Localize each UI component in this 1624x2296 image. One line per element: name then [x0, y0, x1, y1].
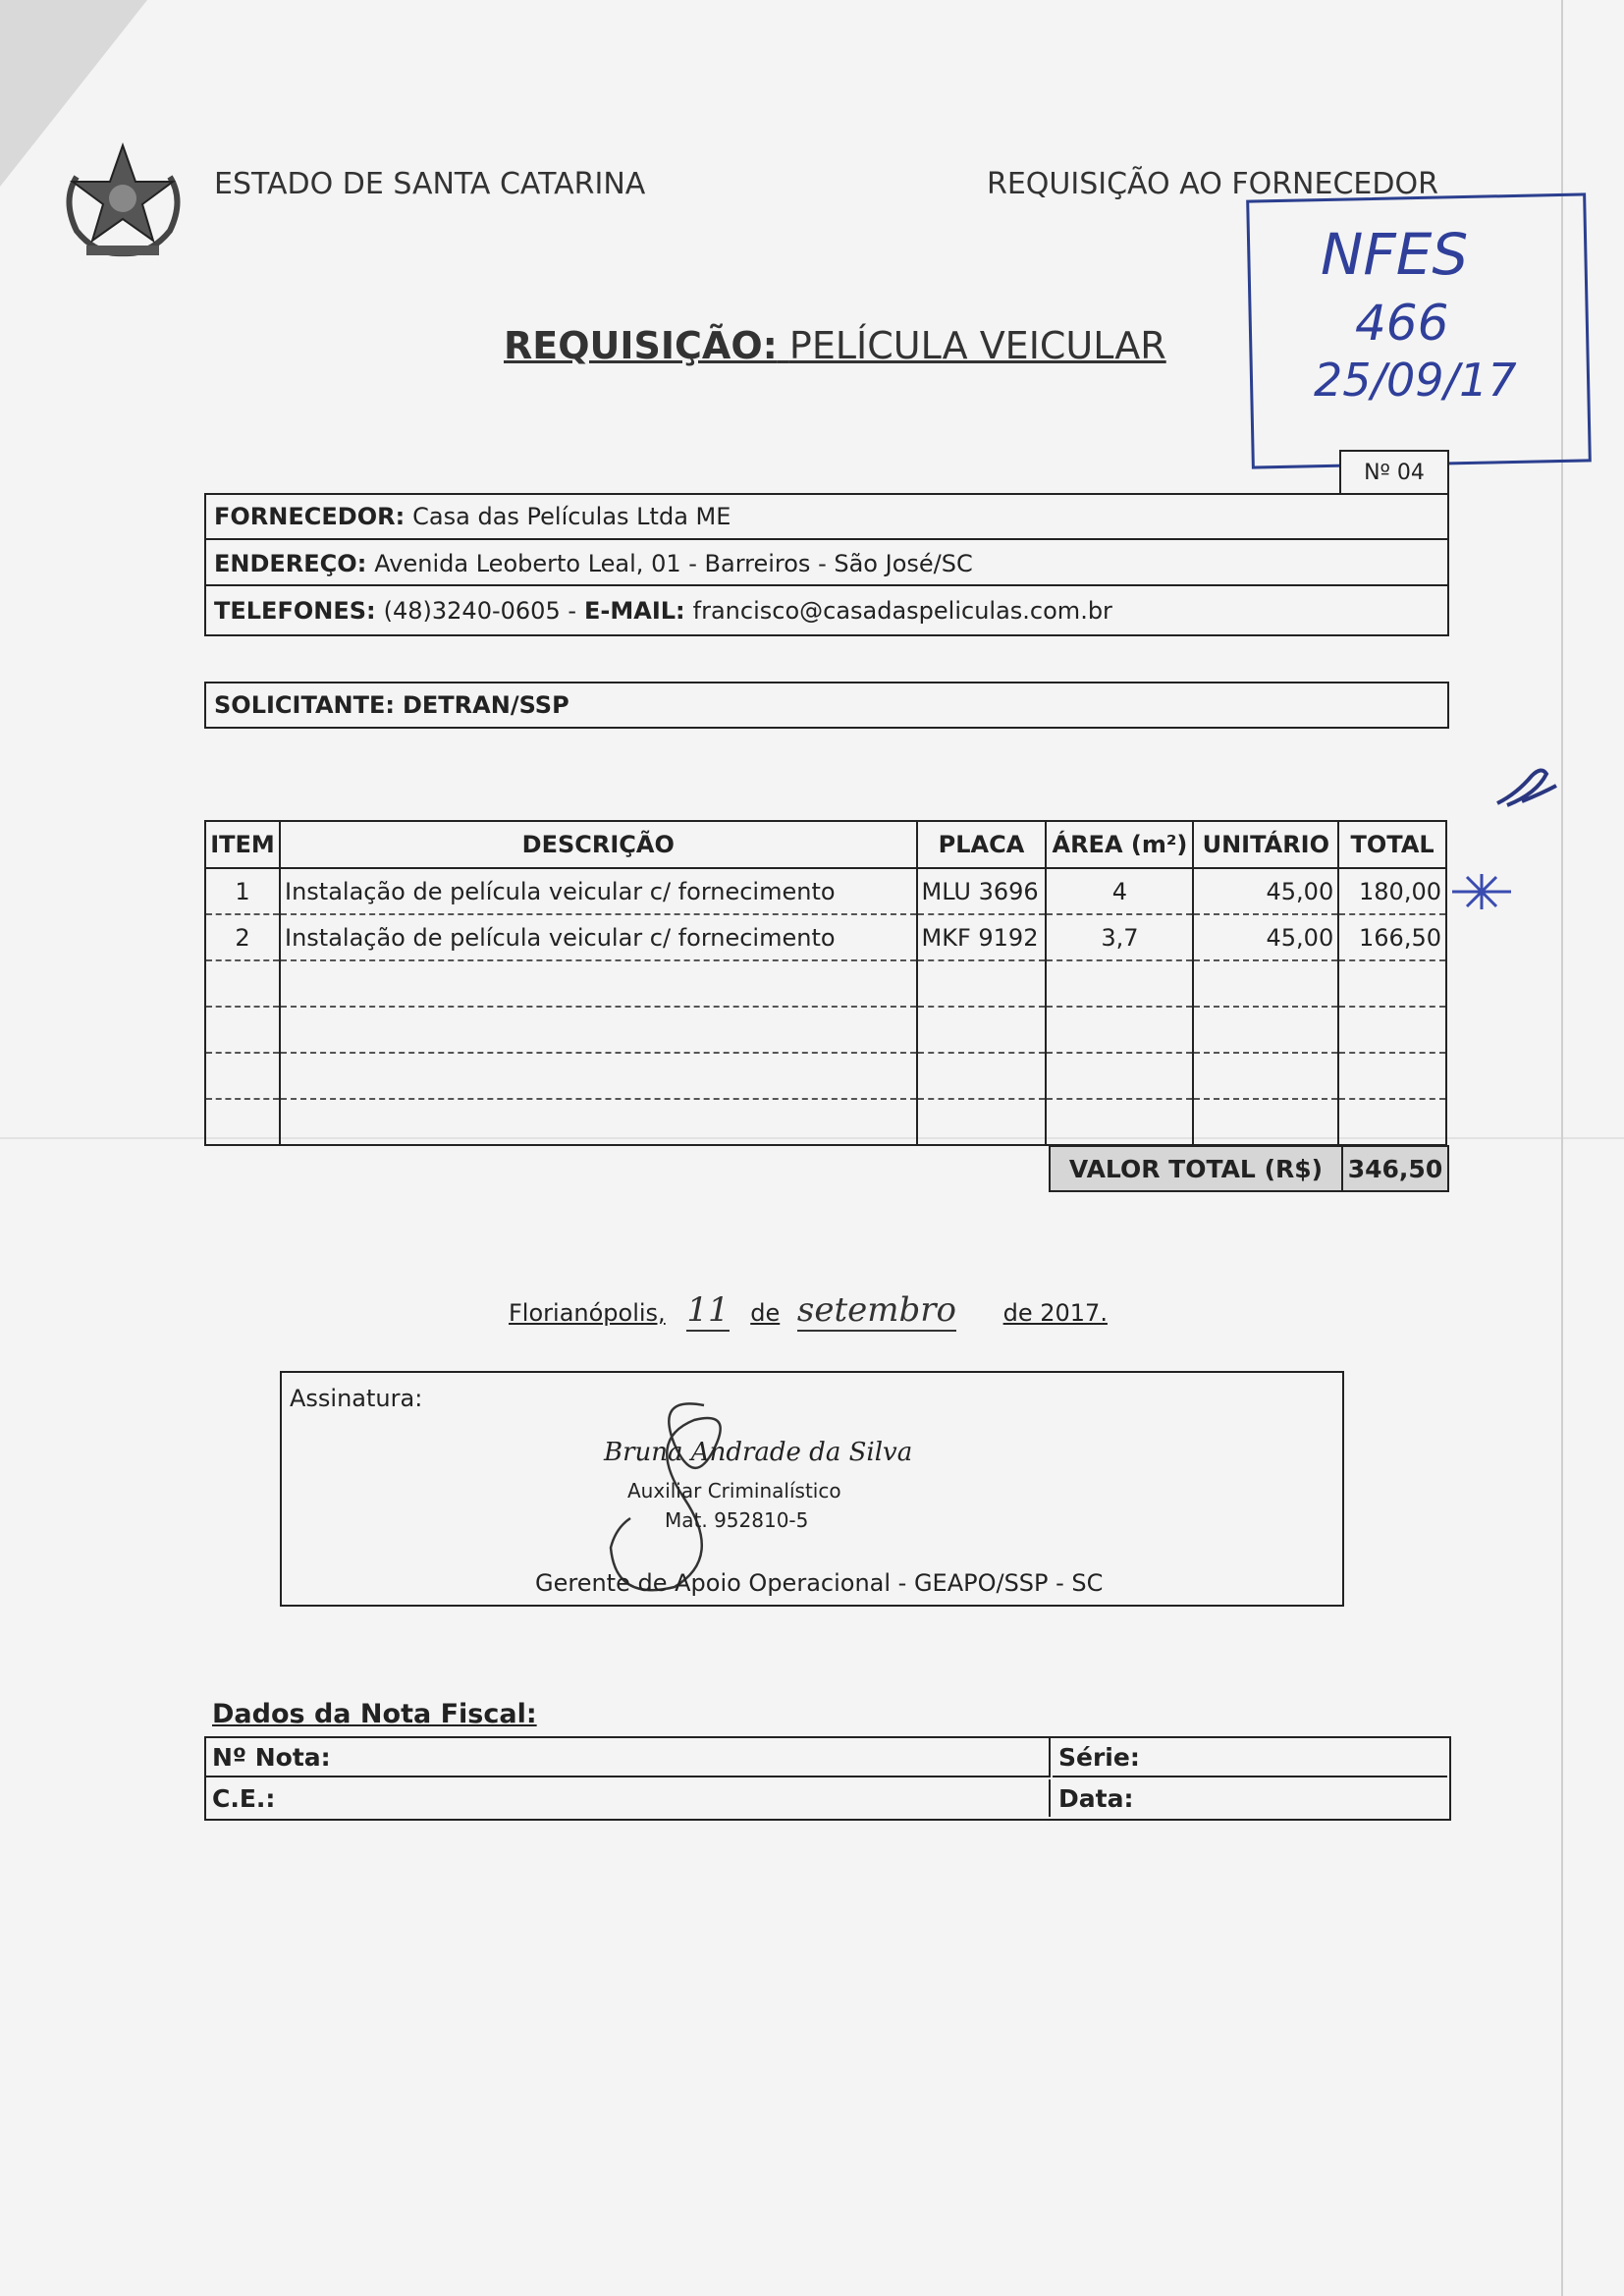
col-area: ÁREA (m²): [1046, 821, 1193, 868]
handwritten-month: setembro: [796, 1290, 956, 1330]
grand-total-value: 346,50: [1341, 1145, 1449, 1192]
invoice-data-block: [204, 1736, 1451, 1821]
supplier-row: [206, 495, 1447, 540]
col-plate: PLACA: [917, 821, 1047, 868]
email-value: francisco@casadaspeliculas.com.br: [692, 596, 1112, 625]
pen-asterisk-mark: [1447, 872, 1516, 915]
supplier-name: Casa das Películas Ltda ME: [412, 503, 731, 530]
title-subject: PELÍCULA VEICULAR: [788, 324, 1166, 367]
address-value: Avenida Leoberto Leal, 01 - Barreiros - São José/SC: [374, 549, 973, 577]
row-unit-price: 45,00: [1193, 868, 1338, 914]
items-table: [204, 820, 1447, 1146]
city: Florianópolis,: [509, 1299, 666, 1327]
state-coat-of-arms-icon: [57, 137, 189, 263]
title-prefix: REQUISIÇÃO:: [504, 324, 778, 367]
page-title: [504, 324, 1166, 367]
handwritten-day: 11: [686, 1290, 730, 1330]
table-row-empty: [205, 1099, 1446, 1145]
col-total: TOTAL: [1338, 821, 1446, 868]
col-unit-price: UNITÁRIO: [1193, 821, 1338, 868]
row-item: 1: [205, 868, 280, 914]
stamp-line-3: 25/09/17: [1314, 354, 1517, 407]
pen-check-mark: [1492, 764, 1561, 817]
col-item: ITEM: [205, 821, 280, 868]
row-area: 4: [1046, 868, 1193, 914]
place-date-line: [509, 1290, 1108, 1330]
table-header: [205, 821, 1446, 868]
date-connector: de: [750, 1299, 781, 1327]
signer-role: Auxiliar Criminalístico: [627, 1479, 841, 1503]
grand-total-label: VALOR TOTAL (R$): [1049, 1145, 1341, 1192]
row-description: Instalação de película veicular c/ fornecimento: [280, 868, 917, 914]
requester-row: [206, 683, 1447, 727]
table-row: [205, 868, 1446, 914]
email-label: E-MAIL:: [584, 596, 685, 625]
invoice-section-title: Dados da Nota Fiscal:: [212, 1699, 537, 1729]
address-label: ENDEREÇO:: [214, 549, 367, 577]
table-row-empty: [205, 1007, 1446, 1053]
stamp-line-2: 466: [1355, 295, 1449, 352]
requester-block: [204, 682, 1449, 729]
row-unit-price: 45,00: [1193, 914, 1338, 960]
state-name: ESTADO DE SANTA CATARINA: [214, 167, 646, 201]
invoice-ce-field: C.E.:: [206, 1779, 1051, 1817]
row-description: Instalação de película veicular c/ fornecimento: [280, 914, 917, 960]
phones-label: TELEFONES:: [214, 596, 376, 625]
table-row-empty: [205, 960, 1446, 1007]
phones-value: (48)3240-0605 -: [383, 596, 576, 625]
row-total: 180,00: [1338, 868, 1446, 914]
row-area: 3,7: [1046, 914, 1193, 960]
row-total: 166,50: [1338, 914, 1446, 960]
signature-block: [280, 1371, 1344, 1607]
row-plate: MLU 3696: [917, 868, 1047, 914]
supplier-block: [204, 493, 1449, 636]
contact-row: [206, 588, 1447, 632]
row-plate: MKF 9192: [917, 914, 1047, 960]
requester-value: DETRAN/SSP: [402, 691, 569, 719]
supplier-label: FORNECEDOR:: [214, 503, 406, 530]
year: de 2017.: [1002, 1299, 1108, 1327]
stamp-line-1: NFES: [1321, 221, 1469, 288]
invoice-number-field: Nº Nota:: [206, 1738, 1051, 1777]
signer-name: Bruna Andrade da Silva: [604, 1438, 913, 1467]
row-item: 2: [205, 914, 280, 960]
requester-label: SOLICITANTE:: [214, 691, 395, 719]
address-row: [206, 542, 1447, 586]
table-row-empty: [205, 1053, 1446, 1099]
col-description: DESCRIÇÃO: [280, 821, 917, 868]
invoice-series-field: Série:: [1053, 1738, 1447, 1777]
signer-department: Gerente de Apoio Operacional - GEAPO/SSP - SC: [535, 1569, 1104, 1597]
signature-label: Assinatura:: [290, 1385, 423, 1412]
document-type: REQUISIÇÃO AO FORNECEDOR: [987, 167, 1438, 201]
invoice-date-field: Data:: [1058, 1783, 1134, 1813]
requisition-number: Nº 04: [1339, 450, 1449, 495]
table-row: [205, 914, 1446, 960]
signer-registration: Mat. 952810-5: [665, 1508, 809, 1532]
